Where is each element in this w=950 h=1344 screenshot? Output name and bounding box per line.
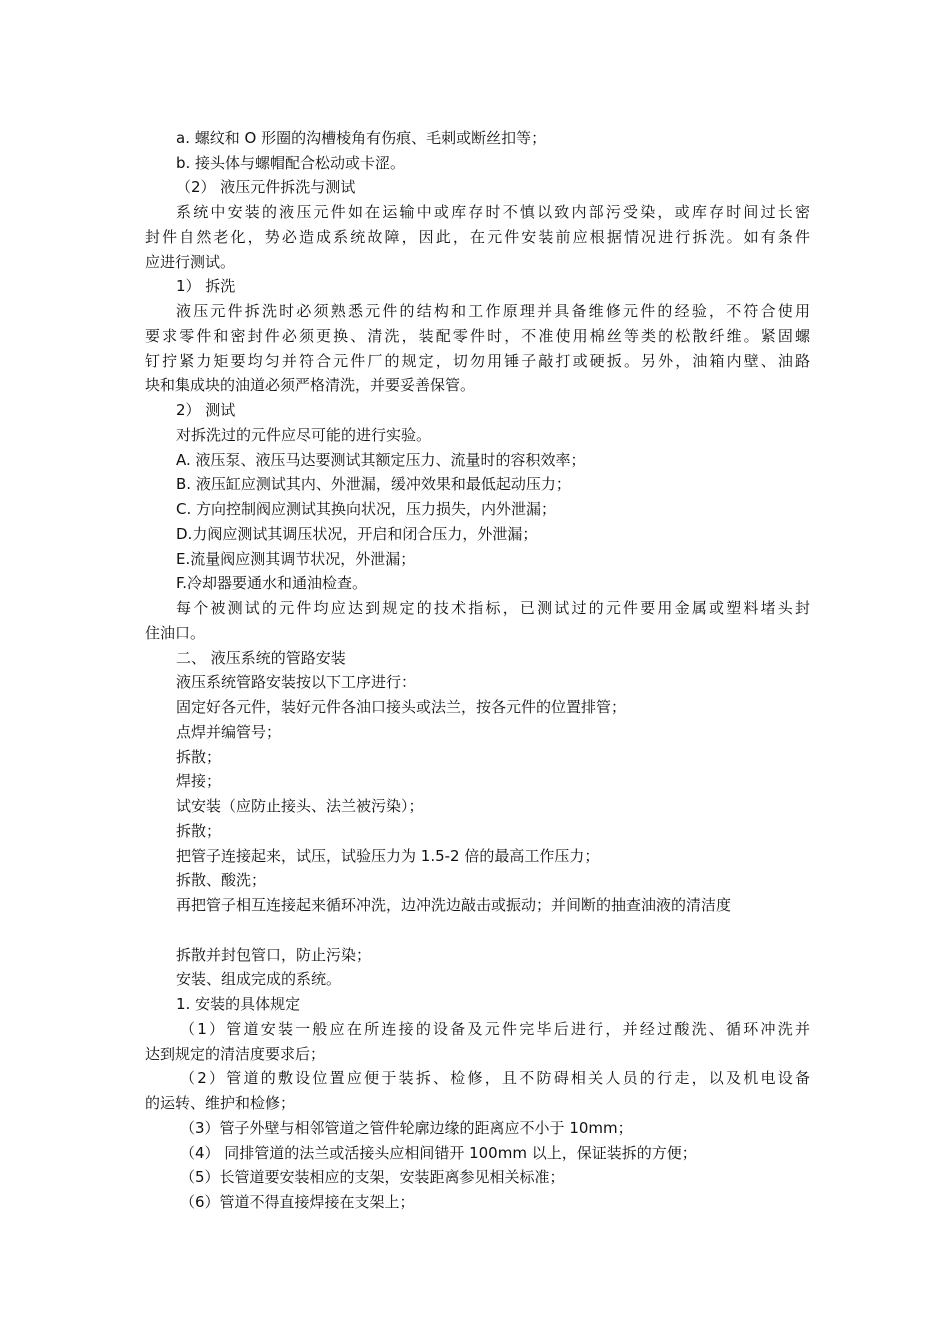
list-item: （6）管道不得直接焊接在支架上； xyxy=(180,1193,415,1211)
list-item: 拆散； xyxy=(176,748,222,766)
text-line: （1）管道安装一般应在所连接的设备及元件完毕后进行，并经过酸洗、循环冲洗并 xyxy=(180,1020,810,1038)
text-line: 钉拧紧力矩要均匀并符合元件厂的规定，切勿用锤子敲打或硬扳。另外，油箱内壁、油路 xyxy=(145,352,810,370)
list-item: （3）管子外壁与相邻管道之管件轮廓边缘的距离应不小于 10mm； xyxy=(180,1119,633,1137)
text-line: b. 接头体与螺帽配合松动或卡涩。 xyxy=(176,154,406,172)
list-item: E.流量阀应测其调节状况，外泄漏； xyxy=(176,550,416,568)
text-line: 封件自然老化，势必造成系统故障，因此，在元件安装前应根据情况进行拆洗。如有条件 xyxy=(145,228,810,246)
text-line: 系统中安装的液压元件如在运输中或库存时不慎以致内部污受染，或库存时间过长密 xyxy=(176,203,810,221)
list-item: （4） 同排管道的法兰或活接头应相间错开 100mm 以上，保证装拆的方便； xyxy=(180,1144,697,1162)
section-heading: （2） 液压元件拆洗与测试 xyxy=(176,178,356,196)
list-item: 拆散、酸洗； xyxy=(176,871,267,889)
list-item: 把管子连接起来，试压，试验压力为 1.5-2 倍的最高工作压力； xyxy=(176,847,600,865)
text-line: 住油口。 xyxy=(145,624,206,642)
list-item: 拆散并封包管口，防止污染； xyxy=(176,946,372,964)
text-line: 达到规定的清洁度要求后； xyxy=(145,1045,326,1063)
list-item: C. 方向控制阀应测试其换向状况，压力损失，内外泄漏； xyxy=(176,500,557,518)
subsection-heading: 1） 拆洗 xyxy=(176,277,236,295)
text-line: （2）管道的敷设位置应便于装拆、检修，且不防碍相关人员的行走，以及机电设备 xyxy=(180,1069,810,1087)
list-item: F.冷却器要通水和通油检查。 xyxy=(176,574,367,592)
text-line: 液压系统管路安装按以下工序进行： xyxy=(176,673,417,691)
text-line: 对拆洗过的元件应尽可能的进行实验。 xyxy=(176,426,432,444)
subsection-heading: 1. 安装的具体规定 xyxy=(176,995,301,1013)
text-line: a. 螺纹和 O 形圈的沟槽棱角有伤痕、毛刺或断丝扣等； xyxy=(176,129,547,147)
list-item: 固定好各元件，装好元件各油口接头或法兰，按各元件的位置排管； xyxy=(176,698,627,716)
list-item: 点焊并编管号； xyxy=(176,723,282,741)
list-item: D.力阀应测试其调压状况，开启和闭合压力，外泄漏； xyxy=(176,525,538,543)
list-item: 拆散； xyxy=(176,822,222,840)
text-line: 每个被测试的元件均应达到规定的技术指标，已测试过的元件要用金属或塑料堵头封 xyxy=(176,599,810,617)
subsection-heading: 2） 测试 xyxy=(176,401,236,419)
text-line: 应进行测试。 xyxy=(145,253,236,271)
list-item: 再把管子相互连接起来循环冲洗，边冲洗边敲击或振动；并间断的抽查油液的清洁度 xyxy=(176,896,732,914)
list-item: A. 液压泵、液压马达要测试其额定压力、流量时的容积效率； xyxy=(176,451,586,469)
list-item: 试安装（应防止接头、法兰被污染）； xyxy=(176,797,424,815)
list-item: 安装、组成完成的系统。 xyxy=(176,970,342,988)
list-item: B. 液压缸应测试其内、外泄漏，缓冲效果和最低起动压力； xyxy=(176,475,571,493)
section-heading: 二、 液压系统的管路安装 xyxy=(176,649,346,667)
list-item: （5）长管道要安装相应的支架，安装距离参见相关标准； xyxy=(180,1168,565,1186)
list-item: 焊接； xyxy=(176,772,222,790)
text-line: 液压元件拆洗时必须熟悉元件的结构和工作原理并具备维修元件的经验，不符合使用 xyxy=(176,302,810,320)
text-line: 要求零件和密封件必须更换、清洗，装配零件时，不准使用棉丝等类的松散纤维。紧固螺 xyxy=(145,327,810,345)
text-line: 块和集成块的油道必须严格清洗，并要妥善保管。 xyxy=(145,376,476,394)
text-line: 的运转、维护和检修； xyxy=(145,1094,296,1112)
